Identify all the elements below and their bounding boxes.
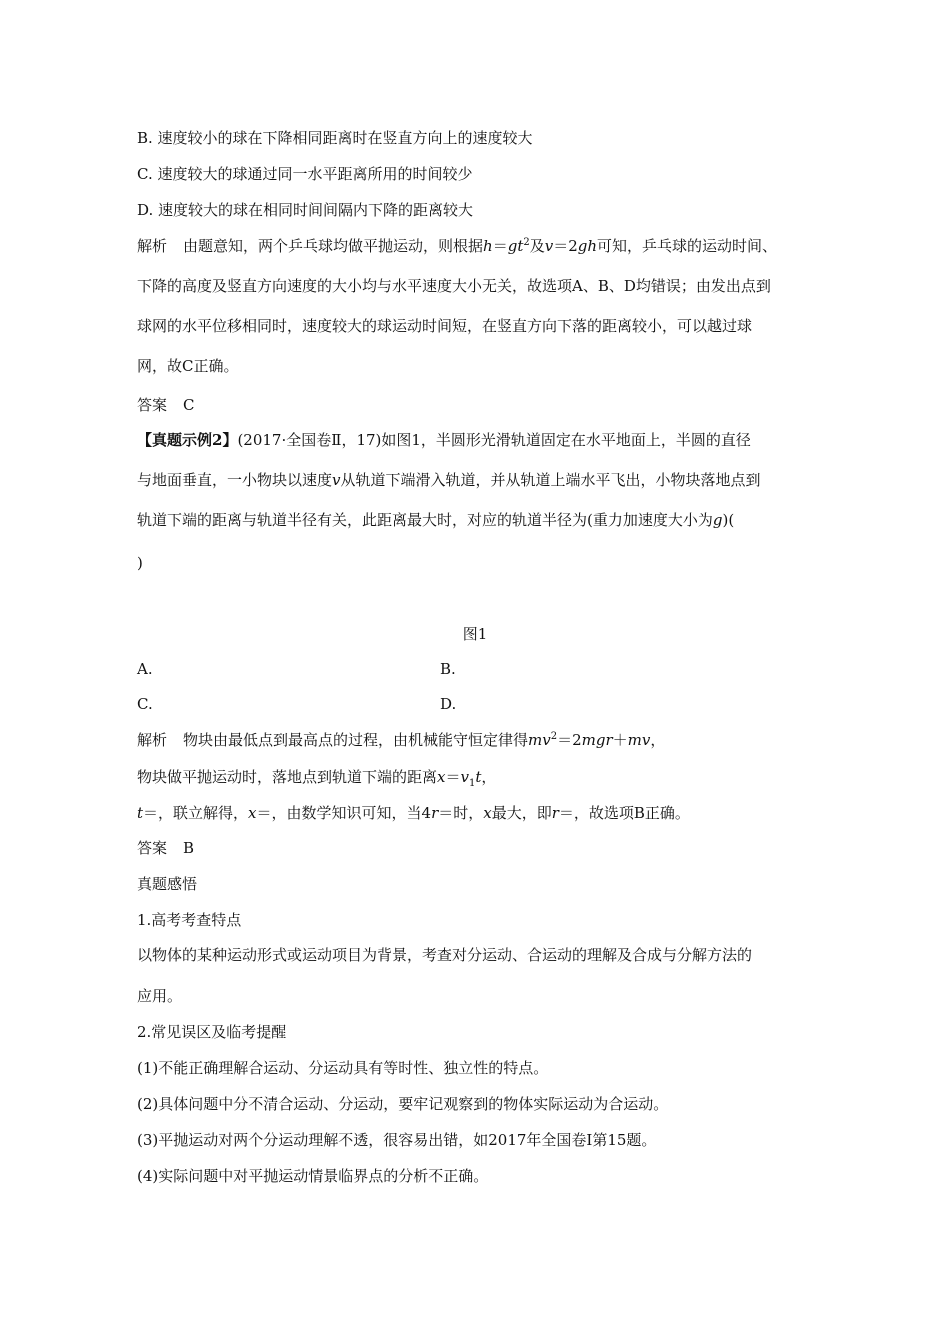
equals: ＝2 bbox=[557, 731, 582, 749]
symbol-x: x bbox=[483, 804, 492, 822]
symbol-mgr: mgr bbox=[581, 731, 613, 749]
choice-b: B. bbox=[440, 660, 456, 678]
symbol-h: h bbox=[483, 237, 493, 255]
answer1-label: 答案 bbox=[137, 396, 168, 414]
equals: ＝ bbox=[492, 237, 508, 255]
analysis2-text: 物块由最低点到最高点的过程，由机械能守恒定律得 bbox=[183, 731, 529, 749]
plus: ＋ bbox=[612, 731, 628, 749]
answer2-label: 答案 bbox=[137, 839, 168, 857]
example2-text: 从轨道下端滑入轨道，并从轨道上端水平飞出，小物块落地点到 bbox=[340, 471, 761, 489]
analysis2-text: ＝时， bbox=[438, 804, 484, 822]
answer2-value: B bbox=[183, 839, 195, 857]
equals-2: ＝2 bbox=[553, 237, 578, 255]
example2-line1 bbox=[137, 430, 751, 450]
analysis2-text: ＝，故选项B正确。 bbox=[558, 804, 690, 822]
symbol-v: v bbox=[460, 768, 469, 786]
choice-a: A. bbox=[137, 660, 153, 678]
analysis2-text: 物块做平抛运动时，落地点到轨道下端的距离 bbox=[137, 768, 438, 786]
option-b-prev: B. 速度较小的球在下降相同距离时在竖直方向上的速度较大 bbox=[137, 129, 533, 147]
symbol-r: r bbox=[431, 804, 439, 822]
answer1-value: C bbox=[183, 396, 195, 414]
symbol-r: r bbox=[551, 804, 559, 822]
symbol-t: t bbox=[475, 768, 482, 786]
analysis2-label: 解析 bbox=[137, 731, 168, 749]
analysis1-text: 由题意知，两个乒乓球均做平抛运动，则根据 bbox=[183, 237, 484, 255]
analysis2-text: 最大，即 bbox=[491, 804, 552, 822]
analysis1-line2: 下降的高度及竖直方向速度的大小均与水平速度大小无关，故选项A、B、D均错误；由发出点到 bbox=[137, 277, 771, 295]
comma: ， bbox=[650, 731, 666, 749]
example2-text: 轨道下端的距离与轨道半径有关，此距离最大时，对应的轨道半径为(重力加速度大小为 bbox=[137, 511, 713, 529]
insight-paragraph-1-line1: 以物体的某种运动形式或运动项目为背景，考查对分运动、合运动的理解及合成与分解方法的 bbox=[137, 946, 753, 964]
superscript: 2 bbox=[550, 731, 558, 742]
analysis1-line4: 网，故C正确。 bbox=[137, 357, 239, 375]
insight-item-2: (2)具体问题中分不清合运动、分运动，要牢记观察到的物体实际运动为合运动。 bbox=[137, 1095, 669, 1113]
symbol-mv: mv bbox=[528, 731, 551, 749]
example2-text: 与地面垂直，一小物块以速度 bbox=[137, 471, 333, 489]
and-text: 及 bbox=[529, 237, 545, 255]
symbol-x: x bbox=[437, 768, 446, 786]
example2-tag: 【真题示例2】 bbox=[137, 431, 238, 449]
answer2 bbox=[137, 838, 194, 858]
symbol-v: v bbox=[332, 471, 341, 489]
analysis1-line1 bbox=[137, 236, 777, 256]
analysis2-line1 bbox=[137, 730, 665, 750]
symbol-x: x bbox=[248, 804, 257, 822]
example2-text: (2017·全国卷Ⅱ，17)如图1，半圆形光滑轨道固定在水平地面上，半圆的直径 bbox=[237, 431, 751, 449]
symbol-gh: gh bbox=[577, 237, 598, 255]
superscript: 2 bbox=[523, 237, 530, 248]
choice-c: C. bbox=[137, 695, 153, 713]
symbol-t: t bbox=[137, 804, 144, 822]
example2-line4: ) bbox=[137, 554, 143, 572]
symbol-g: g bbox=[712, 511, 723, 529]
insight-item-1: (1)不能正确理解合运动、分运动具有等时性、独立性的特点。 bbox=[137, 1059, 549, 1077]
analysis2-text: ＝，联立解得， bbox=[143, 804, 249, 822]
insight-item-4: (4)实际问题中对平抛运动情景临界点的分析不正确。 bbox=[137, 1167, 489, 1185]
option-c-prev: C. 速度较大的球通过同一水平距离所用的时间较少 bbox=[137, 165, 473, 183]
insight-paragraph-1-line2: 应用。 bbox=[137, 987, 183, 1005]
analysis2-line2 bbox=[137, 767, 496, 787]
insight-heading-2: 2.常见误区及临考提醒 bbox=[137, 1023, 287, 1041]
option-d-prev: D. 速度较大的球在相同时间间隔内下降的距离较大 bbox=[137, 201, 474, 219]
insight-heading-1: 1.高考考查特点 bbox=[137, 911, 242, 929]
choice-d: D. bbox=[440, 695, 457, 713]
example2-line2 bbox=[137, 470, 761, 490]
analysis1-text-end: 可知，乒乓球的运动时间、 bbox=[597, 237, 778, 255]
symbol-gt: gt bbox=[507, 237, 524, 255]
insight-title: 真题感悟 bbox=[137, 875, 198, 893]
symbol-mv: mv bbox=[627, 731, 651, 749]
symbol-v: v bbox=[544, 237, 554, 255]
equals: ＝ bbox=[445, 768, 461, 786]
example2-line3 bbox=[137, 510, 734, 530]
comma: ， bbox=[481, 768, 497, 786]
figure-caption: 图1 bbox=[462, 625, 488, 643]
insight-item-3: (3)平抛运动对两个分运动理解不透，很容易出错，如2017年全国卷Ⅰ第15题。 bbox=[137, 1131, 657, 1149]
analysis2-line3 bbox=[137, 803, 690, 823]
analysis1-line3: 球网的水平位移相同时，速度较大的球运动时间短，在竖直方向下落的距离较小，可以越过球 bbox=[137, 317, 753, 335]
analysis2-text: ＝，由数学知识可知，当4 bbox=[256, 804, 432, 822]
answer1 bbox=[137, 395, 195, 415]
subscript: 1 bbox=[468, 778, 476, 789]
example2-text: )( bbox=[722, 511, 735, 529]
analysis1-label: 解析 bbox=[137, 237, 168, 255]
